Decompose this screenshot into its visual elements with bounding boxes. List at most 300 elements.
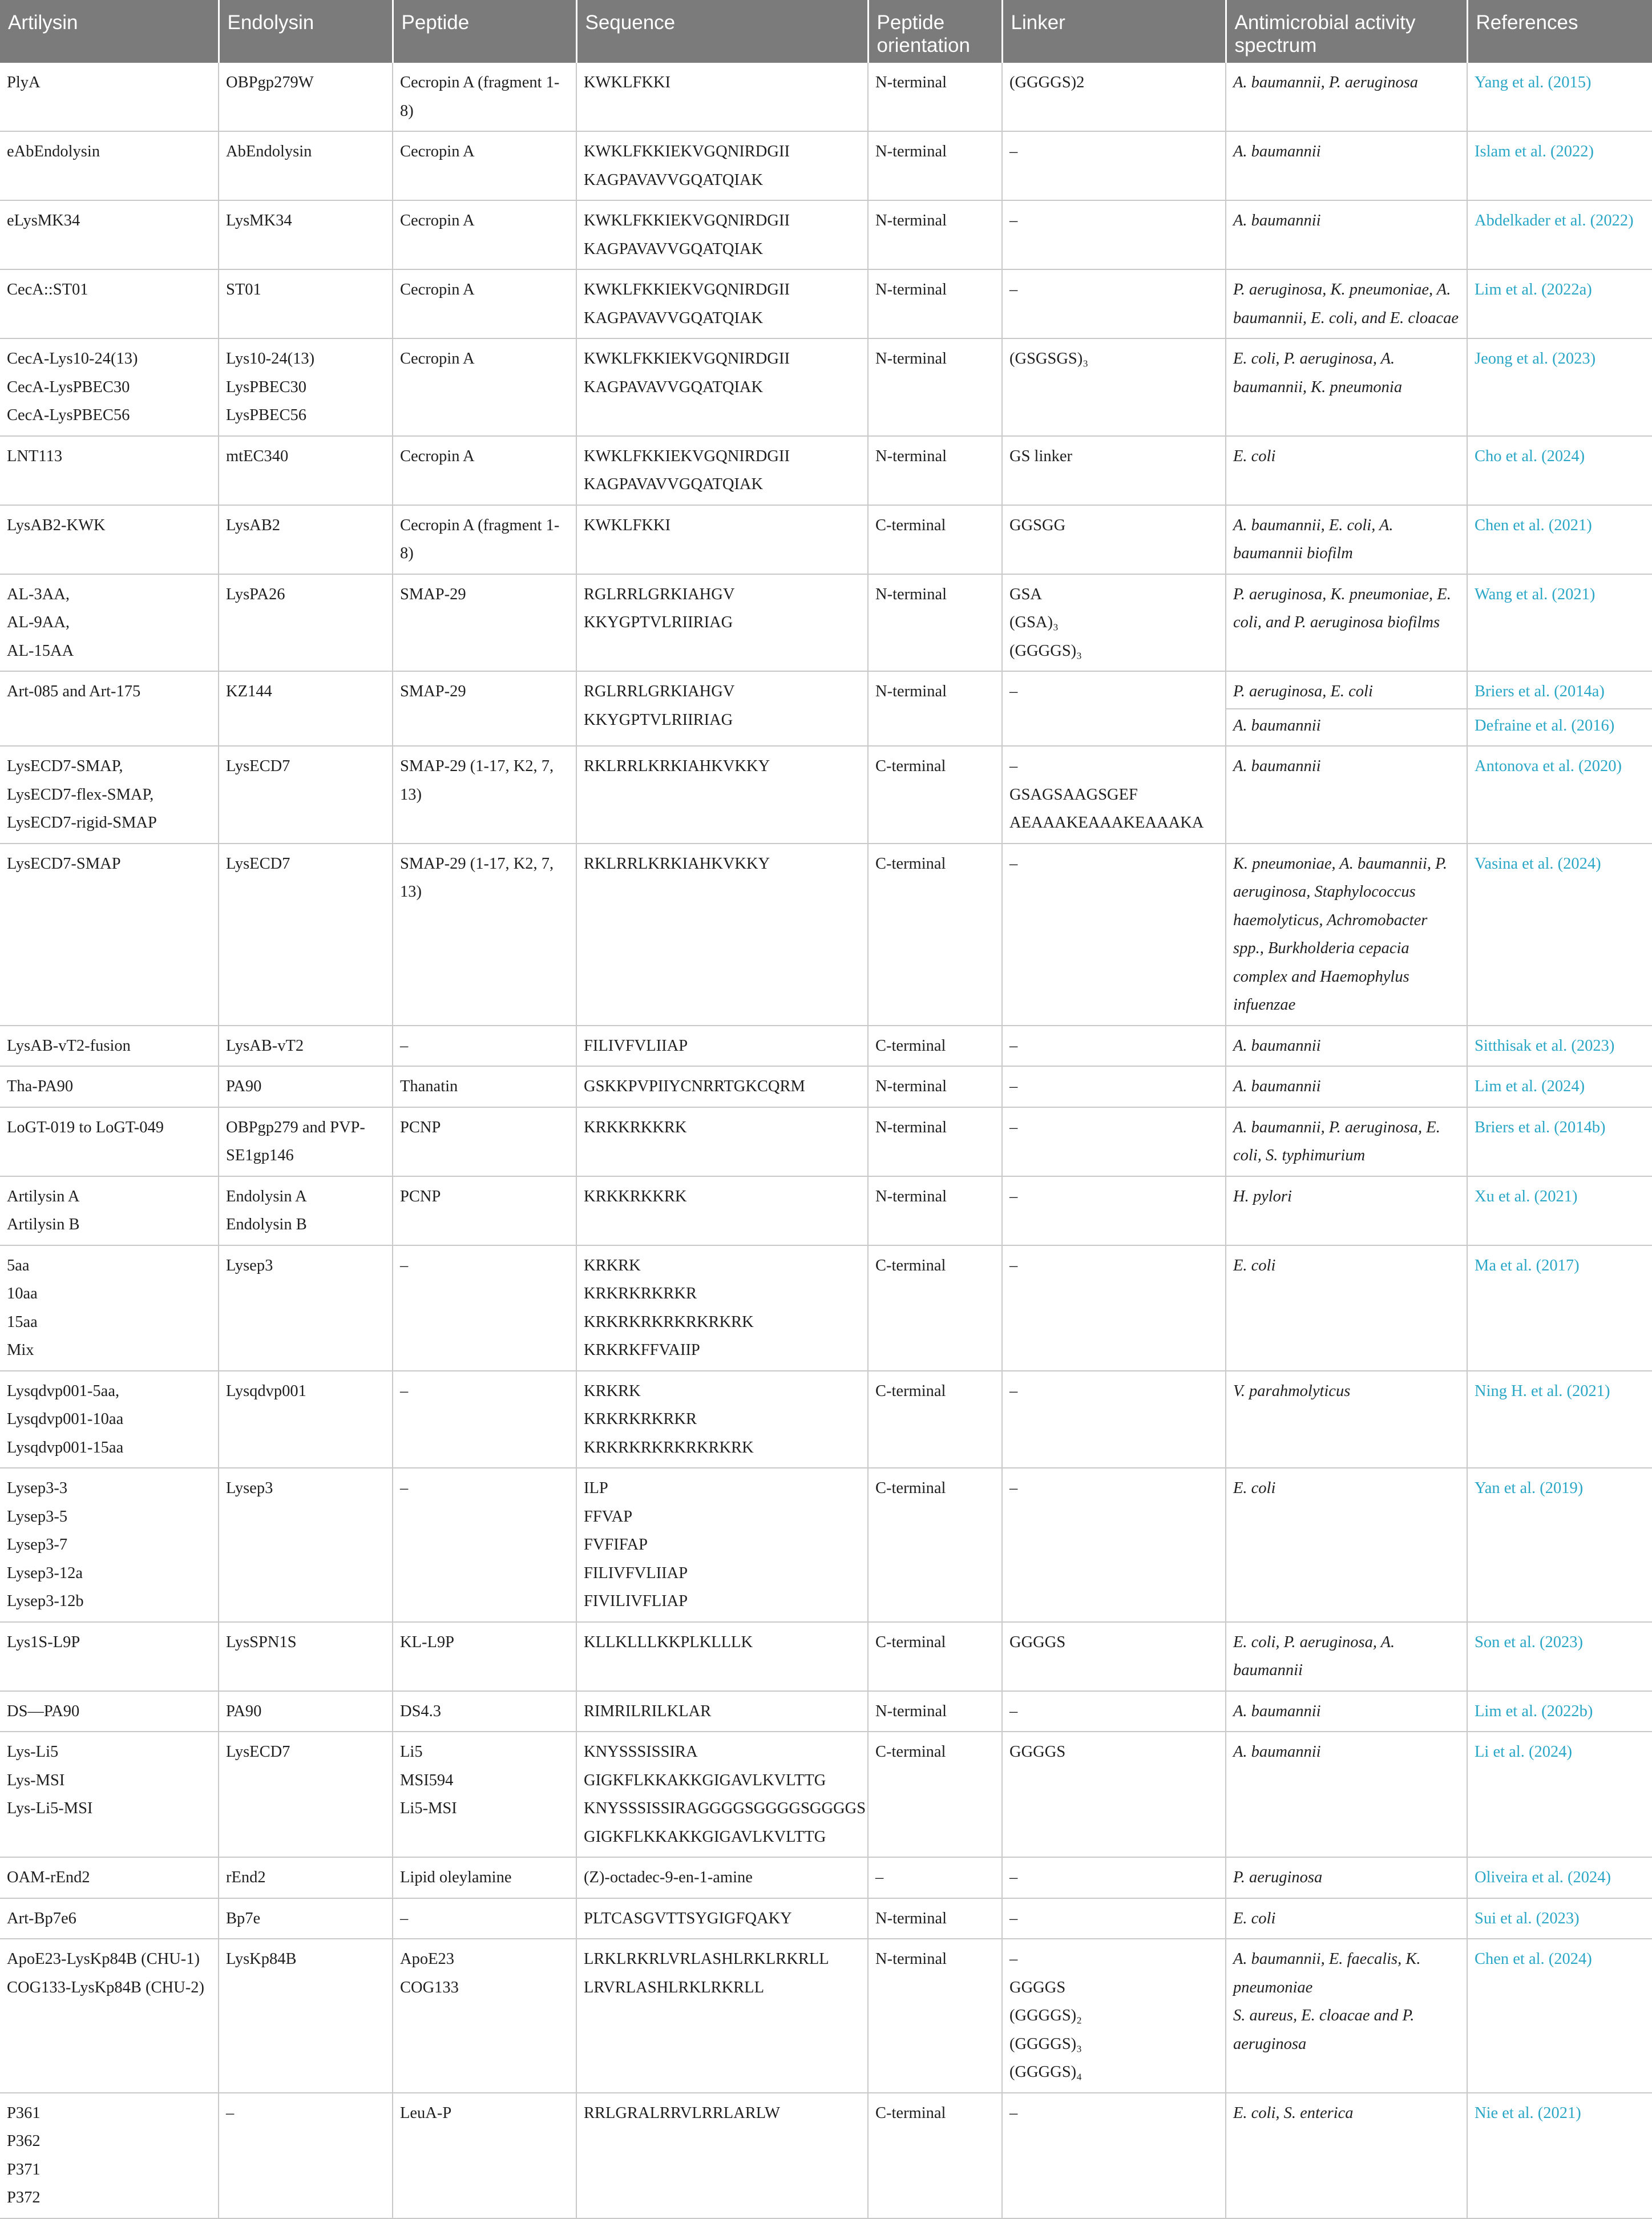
cell-line: CecA-Lys10-24(13) — [7, 350, 138, 368]
cell-line: KRKKRKKRK — [584, 1187, 687, 1205]
cell-line: LeuA-P — [400, 2104, 452, 2122]
peptide-cell — [393, 2093, 576, 2218]
cell-line: (GGGGS)2 — [1009, 74, 1085, 91]
sequence-cell — [576, 671, 868, 746]
cell-line: Artilysin B — [7, 1216, 80, 1233]
cell-line: CecA::ST01 — [7, 281, 88, 298]
cell-line: Cecropin A (fragment 1-8) — [400, 74, 560, 120]
cell-line: KAGPAVAVVGQATQIAK — [584, 171, 764, 189]
cell-line: GGGGS — [1009, 1743, 1066, 1761]
cell-line: Cecropin A (fragment 1-8) — [400, 516, 560, 562]
cell-line: RIMRILRILKLAR — [584, 1702, 712, 1720]
cell-line: OBPgp279 and PVP-SE1gp146 — [226, 1118, 365, 1164]
cell-line: (GGGGS)₃ — [1009, 2035, 1083, 2053]
peptide-cell — [393, 1732, 576, 1857]
sequence-cell — [576, 2093, 868, 2218]
spectrum-cell: A. baumannii — [1226, 709, 1467, 747]
peptide-cell — [393, 436, 576, 505]
cell-line: RRLGRALRRVLRRLARLW — [584, 2104, 780, 2122]
cell-line: LysAB2-KWK — [7, 516, 106, 534]
cell-line: PLTCASGVTTSYGIGFQAKY — [584, 1909, 792, 1927]
cell-line: KKYGPTVLRIIRIAG — [584, 711, 733, 729]
table-row — [0, 1857, 1652, 1898]
sequence-cell — [576, 1245, 868, 1371]
artilysin-cell — [0, 574, 219, 672]
cell-line: ILP — [584, 1479, 608, 1497]
cell-line: KAGPAVAVVGQATQIAK — [584, 309, 764, 327]
sequence-cell — [576, 200, 868, 269]
cell-line: OBPgp279W — [226, 74, 314, 91]
cell-line: KRKKRKKRK — [584, 1118, 687, 1136]
sequence-cell — [576, 1066, 868, 1107]
spectrum-cell — [1226, 746, 1467, 844]
artilysin-cell — [0, 436, 219, 505]
cell-line: Lysep3 — [226, 1256, 273, 1274]
orientation-cell: C-terminal — [868, 1622, 1002, 1691]
table-row — [0, 505, 1652, 574]
endolysin-cell — [219, 574, 393, 672]
reference-cell: Sui et al. (2023) — [1467, 1898, 1652, 1939]
column-header: References — [1467, 0, 1652, 63]
sequence-cell — [576, 1371, 868, 1468]
artilysin-cell — [0, 1066, 219, 1107]
peptide-cell — [393, 671, 576, 746]
cell-line: A. baumannii, E. faecalis, K. pneumoniae — [1233, 1950, 1421, 1996]
peptide-cell — [393, 1468, 576, 1622]
cell-line: P. aeruginosa, K. pneumoniae, E. coli, and P. aeruginosa biofilms — [1233, 585, 1451, 631]
table-row — [0, 1066, 1652, 1107]
cell-line: (GSA)₃ — [1009, 614, 1059, 631]
cell-line: SMAP-29 (1-17, K2, 7, 13) — [400, 757, 554, 804]
cell-line: GGGGS — [1009, 1633, 1066, 1651]
sequence-cell — [576, 1939, 868, 2093]
cell-line: KRKRK — [584, 1382, 641, 1400]
orientation-cell: C-terminal — [868, 1371, 1002, 1468]
cell-line: LysECD7-SMAP — [7, 854, 121, 873]
cell-line: Lipid oleylamine — [400, 1869, 512, 1886]
reference-cell: Defraine et al. (2016) — [1467, 709, 1652, 747]
cell-line: CecA-LysPBEC30 — [7, 378, 130, 396]
cell-line: Lys1S-L9P — [7, 1633, 80, 1651]
cell-line: LysAB-vT2 — [226, 1036, 304, 1055]
cell-line: Cecropin A — [400, 143, 475, 160]
linker-cell — [1002, 1245, 1226, 1371]
orientation-cell: N-terminal — [868, 200, 1002, 269]
linker-cell — [1002, 200, 1226, 269]
cell-line: RKLRRLKRKIAHKVKKY — [584, 854, 770, 873]
cell-line: Cecropin A — [400, 350, 475, 368]
peptide-cell — [393, 200, 576, 269]
artilysin-cell — [0, 269, 219, 338]
cell-line: – — [1009, 1950, 1018, 1968]
sequence-cell — [576, 131, 868, 200]
endolysin-cell — [219, 1939, 393, 2093]
cell-line: FILIVFVLIIAP — [584, 1036, 688, 1055]
peptide-cell — [393, 338, 576, 436]
reference-cell: Wang et al. (2021) — [1467, 574, 1652, 672]
artilysin-cell — [0, 1939, 219, 2093]
spectrum-cell — [1226, 1622, 1467, 1691]
table-body — [0, 63, 1652, 2218]
orientation-cell: N-terminal — [868, 269, 1002, 338]
table-header — [0, 0, 1652, 63]
peptide-cell — [393, 63, 576, 131]
table-row — [0, 1622, 1652, 1691]
cell-line: Endolysin A — [226, 1187, 307, 1205]
cell-line: A. baumannii, P. aeruginosa, E. coli, S. typhimurium — [1233, 1118, 1440, 1164]
cell-line: A. baumannii — [1233, 1702, 1321, 1720]
reference-cell: Li et al. (2024) — [1467, 1732, 1652, 1857]
reference-cell: Yan et al. (2019) — [1467, 1468, 1652, 1622]
cell-line: RKLRRLKRKIAHKVKKY — [584, 757, 770, 775]
orientation-cell: N-terminal — [868, 436, 1002, 505]
linker-cell — [1002, 574, 1226, 672]
endolysin-cell — [219, 1026, 393, 1067]
table-row — [0, 1245, 1652, 1371]
table-row — [0, 1691, 1652, 1732]
table-row — [0, 1939, 1652, 2093]
cell-line: E. coli, P. aeruginosa, A. baumannii, K. pneumonia — [1233, 350, 1403, 396]
orientation-cell: N-terminal — [868, 1939, 1002, 2093]
cell-line: KWKLFKKIEKVGQNIRDGII — [584, 212, 790, 229]
cell-line: Lysqdvp001 — [226, 1382, 306, 1400]
endolysin-cell — [219, 2093, 393, 2218]
peptide-cell — [393, 1939, 576, 2093]
cell-line: E. coli — [1233, 1479, 1276, 1497]
reference-cell: Sitthisak et al. (2023) — [1467, 1026, 1652, 1067]
spectrum-cell — [1226, 1468, 1467, 1622]
cell-line: – — [1009, 281, 1018, 298]
cell-line: Bp7e — [226, 1909, 261, 1927]
cell-line: KWKLFKKIEKVGQNIRDGII — [584, 447, 790, 465]
cell-line: 15aa — [7, 1313, 38, 1331]
peptide-cell — [393, 1245, 576, 1371]
spectrum-cell — [1226, 200, 1467, 269]
table-row — [0, 1176, 1652, 1245]
cell-line: – — [1009, 1078, 1018, 1095]
orientation-cell: – — [868, 1857, 1002, 1898]
linker-cell — [1002, 63, 1226, 131]
artilysin-cell — [0, 1732, 219, 1857]
spectrum-cell — [1226, 269, 1467, 338]
endolysin-cell — [219, 63, 393, 131]
spectrum-cell — [1226, 131, 1467, 200]
cell-line: – — [1009, 1479, 1018, 1497]
artilysin-cell — [0, 1622, 219, 1691]
endolysin-cell — [219, 269, 393, 338]
sequence-cell — [576, 1468, 868, 1622]
cell-line: KRKRKFFVAIIP — [584, 1341, 700, 1359]
orientation-cell: C-terminal — [868, 1468, 1002, 1622]
orientation-cell: C-terminal — [868, 746, 1002, 844]
cell-line: – — [1009, 1702, 1018, 1720]
artilysin-cell — [0, 1371, 219, 1468]
spectrum-cell — [1226, 1066, 1467, 1107]
linker-cell — [1002, 1691, 1226, 1732]
cell-line: LysPBEC30 — [226, 378, 306, 396]
reference-cell: Antonova et al. (2020) — [1467, 746, 1652, 844]
linker-cell — [1002, 1107, 1226, 1176]
artilysin-cell — [0, 1176, 219, 1245]
cell-line: H. pylori — [1233, 1187, 1292, 1205]
cell-line: ApoE23 — [400, 1950, 454, 1968]
peptide-cell — [393, 1107, 576, 1176]
cell-line: A. baumannii, E. coli, A. baumannii biofilm — [1233, 516, 1394, 562]
table-row — [0, 1898, 1652, 1939]
cell-line: V. parahmolyticus — [1233, 1382, 1351, 1400]
endolysin-cell — [219, 746, 393, 844]
cell-line: Lysqdvp001-5aa, — [7, 1382, 120, 1400]
table-row — [0, 436, 1652, 505]
sequence-cell — [576, 844, 868, 1026]
cell-line: LysAB2 — [226, 516, 281, 534]
orientation-cell: N-terminal — [868, 1898, 1002, 1939]
sequence-cell — [576, 1622, 868, 1691]
table-row — [0, 574, 1652, 672]
cell-line: FVFIFAP — [584, 1536, 648, 1554]
cell-line: KWKLFKKIEKVGQNIRDGII — [584, 281, 790, 298]
cell-line: K. pneumoniae, A. baumannii, P. aeruginosa, Staphylococcus haemolyticus, Achromobacter spp., Burkholderia cepacia complex and Haemophylus infuenzae — [1233, 854, 1447, 1014]
reference-cell: Oliveira et al. (2024) — [1467, 1857, 1652, 1898]
cell-line: LysECD7-rigid-SMAP — [7, 814, 157, 832]
cell-line: – — [1009, 1909, 1018, 1927]
endolysin-cell — [219, 1107, 393, 1176]
column-header: Endolysin — [219, 0, 393, 63]
cell-line: S. aureus, E. cloacae and P. aeruginosa — [1233, 2007, 1415, 2053]
cell-line: GS linker — [1009, 447, 1073, 465]
cell-line: LysSPN1S — [226, 1633, 297, 1651]
reference-cell: Nie et al. (2021) — [1467, 2093, 1652, 2218]
cell-line: – — [1009, 212, 1018, 229]
sequence-cell — [576, 746, 868, 844]
table-row — [0, 1732, 1652, 1857]
cell-line: GSKKPVPIIYCNRRTGKCQRM — [584, 1078, 805, 1095]
artilysin-cell — [0, 1026, 219, 1067]
cell-line: LoGT-019 to LoGT-049 — [7, 1118, 164, 1136]
column-header: Sequence — [576, 0, 868, 63]
reference-cell: Son et al. (2023) — [1467, 1622, 1652, 1691]
cell-line: ApoE23-LysKp84B (CHU-1) — [7, 1950, 200, 1968]
cell-line: GSA — [1009, 585, 1043, 603]
cell-line: – — [400, 1479, 409, 1497]
spectrum-cell — [1226, 1176, 1467, 1245]
cell-line: (GSGSGS)₃ — [1009, 350, 1089, 368]
peptide-cell — [393, 1898, 576, 1939]
cell-line: P361 — [7, 2104, 41, 2122]
cell-line: Lys-Li5 — [7, 1743, 59, 1761]
spectrum-cell — [1226, 1026, 1467, 1067]
peptide-cell — [393, 574, 576, 672]
cell-line: Lysep3-3 — [7, 1479, 68, 1497]
cell-line: Lysep3-12a — [7, 1564, 83, 1582]
cell-line: – — [400, 1382, 409, 1400]
peptide-cell — [393, 844, 576, 1026]
linker-cell — [1002, 1622, 1226, 1691]
cell-line: SMAP-29 (1-17, K2, 7, 13) — [400, 854, 554, 901]
column-header: Peptide orientation — [868, 0, 1002, 63]
reference-cell: Yang et al. (2015) — [1467, 63, 1652, 131]
endolysin-cell — [219, 436, 393, 505]
cell-line: Art-085 and Art-175 — [7, 683, 141, 700]
sequence-cell — [576, 1898, 868, 1939]
linker-cell — [1002, 131, 1226, 200]
cell-line: LRKLRKRLVRLASHLRKLRKRLL — [584, 1950, 829, 1968]
cell-line: P372 — [7, 2189, 41, 2206]
table-row — [0, 1371, 1652, 1468]
table-row — [0, 63, 1652, 131]
cell-line: GIGKFLKKAKKGIGAVLKVLTTG — [584, 1771, 826, 1789]
cell-line: A. baumannii — [1233, 757, 1321, 775]
cell-line: OAM-rEnd2 — [7, 1869, 90, 1886]
orientation-cell: N-terminal — [868, 63, 1002, 131]
cell-line: DS4.3 — [400, 1702, 442, 1720]
cell-line: SMAP-29 — [400, 683, 466, 700]
peptide-cell — [393, 131, 576, 200]
endolysin-cell — [219, 131, 393, 200]
sequence-cell — [576, 1026, 868, 1067]
cell-line: KAGPAVAVVGQATQIAK — [584, 240, 764, 258]
cell-line: 5aa — [7, 1256, 30, 1274]
linker-cell — [1002, 1371, 1226, 1468]
peptide-cell — [393, 746, 576, 844]
cell-line: P362 — [7, 2132, 41, 2150]
cell-line: Lysep3-5 — [7, 1507, 68, 1526]
cell-line: PA90 — [226, 1702, 262, 1720]
cell-line: COG133 — [400, 1978, 459, 1996]
cell-line: A. baumannii, P. aeruginosa — [1233, 74, 1419, 91]
cell-line: Cecropin A — [400, 281, 475, 298]
cell-line: RGLRRLGRKIAHGV — [584, 683, 735, 700]
cell-line: E. coli — [1233, 447, 1276, 465]
cell-line: – — [1009, 1256, 1018, 1274]
cell-line: Mix — [7, 1341, 34, 1359]
cell-line: 10aa — [7, 1285, 38, 1302]
cell-line: LysMK34 — [226, 212, 292, 229]
cell-line: KRKRKRKRKR — [584, 1285, 697, 1302]
cell-line: MSI594 — [400, 1771, 454, 1789]
endolysin-cell — [219, 1732, 393, 1857]
cell-line: LysECD7-SMAP, — [7, 757, 123, 775]
cell-line: COG133-LysKp84B (CHU-2) — [7, 1978, 204, 1996]
artilysin-cell — [0, 844, 219, 1026]
column-header: Linker — [1002, 0, 1226, 63]
orientation-cell: C-terminal — [868, 844, 1002, 1026]
cell-line: DS—PA90 — [7, 1702, 80, 1720]
spectrum-cell — [1226, 505, 1467, 574]
orientation-cell: N-terminal — [868, 338, 1002, 436]
cell-line: Cecropin A — [400, 447, 475, 465]
cell-line: KRKRKRKRKRKRKRK — [584, 1313, 754, 1331]
cell-line: KZ144 — [226, 683, 272, 700]
endolysin-cell — [219, 1066, 393, 1107]
sequence-cell — [576, 1107, 868, 1176]
cell-line: LysPBEC56 — [226, 406, 306, 424]
sequence-cell — [576, 1176, 868, 1245]
cell-line: KLLKLLLKKPLKLLLK — [584, 1633, 753, 1651]
spectrum-cell — [1226, 338, 1467, 436]
orientation-cell: N-terminal — [868, 1066, 1002, 1107]
cell-line: Lysep3-12b — [7, 1592, 84, 1610]
reference-cell: Lim et al. (2022a) — [1467, 269, 1652, 338]
cell-line: RGLRRLGRKIAHGV — [584, 585, 735, 603]
cell-line: – — [400, 1256, 409, 1274]
cell-line: KWKLFKKI — [584, 74, 671, 91]
endolysin-cell — [219, 1857, 393, 1898]
cell-line: KWKLFKKI — [584, 516, 671, 534]
cell-line: Li5-MSI — [400, 1800, 457, 1817]
artilysin-cell — [0, 671, 219, 746]
orientation-cell: N-terminal — [868, 671, 1002, 746]
artilysin-cell — [0, 1245, 219, 1371]
spectrum-cell — [1226, 1939, 1467, 2093]
cell-line: PlyA — [7, 74, 41, 91]
peptide-cell — [393, 1622, 576, 1691]
cell-line: – — [1009, 1869, 1018, 1886]
cell-line: eLysMK34 — [7, 212, 80, 229]
reference-cell: Vasina et al. (2024) — [1467, 844, 1652, 1026]
reference-cell: Cho et al. (2024) — [1467, 436, 1652, 505]
linker-cell — [1002, 269, 1226, 338]
cell-line: P371 — [7, 2160, 41, 2178]
cell-line: LRVRLASHLRKLRKRLL — [584, 1978, 764, 1996]
cell-line: SMAP-29 — [400, 585, 466, 603]
reference-cell: Briers et al. (2014b) — [1467, 1107, 1652, 1176]
spectrum-cell — [1226, 844, 1467, 1026]
cell-line: – — [1009, 1118, 1018, 1136]
endolysin-cell — [219, 1898, 393, 1939]
cell-line: Artilysin A — [7, 1187, 80, 1205]
linker-cell — [1002, 1939, 1226, 2093]
cell-line: PCNP — [400, 1187, 441, 1205]
orientation-cell: N-terminal — [868, 574, 1002, 672]
cell-line: GIGKFLKKAKKGIGAVLKVLTTG — [584, 1827, 826, 1846]
linker-cell — [1002, 338, 1226, 436]
sequence-cell — [576, 1857, 868, 1898]
cell-line: A. baumannii — [1233, 212, 1321, 229]
cell-line: PCNP — [400, 1118, 441, 1136]
sequence-cell — [576, 1732, 868, 1857]
cell-line: KNYSSSISSIRAGGGGSGGGGSGGGGS — [584, 1800, 866, 1817]
cell-line: AbEndolysin — [226, 143, 312, 160]
sequence-cell — [576, 338, 868, 436]
cell-line: GSAGSAAGSGEF — [1009, 785, 1138, 804]
reference-cell: Chen et al. (2021) — [1467, 505, 1652, 574]
linker-cell — [1002, 671, 1226, 746]
sequence-cell — [576, 574, 868, 672]
cell-line: – — [1009, 683, 1018, 700]
table-row — [0, 1107, 1652, 1176]
artilysin-cell — [0, 1857, 219, 1898]
peptide-cell — [393, 1026, 576, 1067]
cell-line: Lysqdvp001-15aa — [7, 1438, 124, 1457]
cell-line: GGGGS — [1009, 1978, 1066, 1996]
spectrum-cell — [1226, 1107, 1467, 1176]
cell-line: – — [1009, 1187, 1018, 1205]
spectrum-cell — [1226, 436, 1467, 505]
table-row — [0, 269, 1652, 338]
cell-line: – — [400, 1036, 409, 1055]
spectrum-cell — [1226, 1898, 1467, 1939]
linker-cell — [1002, 746, 1226, 844]
linker-cell — [1002, 436, 1226, 505]
cell-line: Endolysin B — [226, 1216, 307, 1233]
linker-cell — [1002, 1176, 1226, 1245]
linker-cell — [1002, 1857, 1226, 1898]
cell-line: KRKRKRKRKRKRKRK — [584, 1438, 754, 1457]
reference-cell: Islam et al. (2022) — [1467, 131, 1652, 200]
cell-line: ST01 — [226, 281, 261, 298]
spectrum-cell — [1226, 1732, 1467, 1857]
